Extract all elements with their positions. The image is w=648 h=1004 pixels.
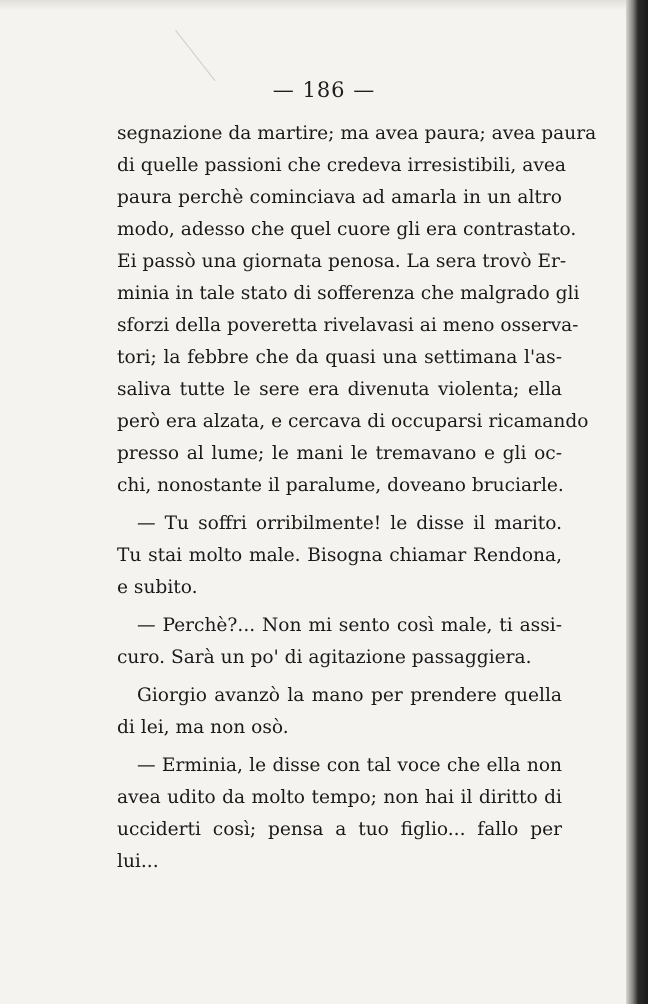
paragraph xyxy=(117,750,562,878)
text-line: minia in tale stato di sofferenza che malgrado gli xyxy=(117,283,580,304)
text-line: — Erminia, le disse con tal voce che ella non xyxy=(137,755,562,776)
text-line: — Tu soffri orribilmente! le disse il marito. xyxy=(137,513,562,534)
text-line: sforzi della poveretta rivelavasi ai meno osserva- xyxy=(117,315,579,336)
text-line: lui... xyxy=(117,851,159,872)
text-line: Ei passò una giornata penosa. La sera trovò Er- xyxy=(117,251,567,272)
text-line: — Perchè?... Non mi sento così male, ti assi- xyxy=(137,615,562,636)
page-top-shadow xyxy=(0,0,626,10)
text-line: Tu stai molto male. Bisogna chiamar Rendona, xyxy=(117,545,562,566)
text-line: avea udito da molto tempo; non hai il diritto di xyxy=(117,787,562,808)
binding-edge-shadow xyxy=(626,0,648,1004)
text-line: di lei, ma non osò. xyxy=(117,717,289,738)
text-line: Giorgio avanzò la mano per prendere quella xyxy=(137,685,562,706)
paragraph xyxy=(117,680,562,744)
text-line: però era alzata, e cercava di occuparsi ricamando xyxy=(117,411,589,432)
paper-crease xyxy=(175,30,215,81)
paragraph xyxy=(117,118,597,502)
text-line: paura perchè cominciava ad amarla in un altro xyxy=(117,187,562,208)
text-line: curo. Sarà un po' di agitazione passaggiera. xyxy=(117,647,532,668)
text-line: chi, nonostante il paralume, doveano bruciarle. xyxy=(117,475,564,496)
text-line: segnazione da martire; ma avea paura; avea paura xyxy=(117,123,597,144)
text-line: presso al lume; le mani le tremavano e gli oc- xyxy=(117,443,562,464)
paragraph xyxy=(117,610,562,674)
text-line: saliva tutte le sere era divenuta violenta; ella xyxy=(117,379,562,400)
paragraph xyxy=(117,508,562,604)
page-number: — 186 — xyxy=(272,78,376,102)
text-line: tori; la febbre che da quasi una settimana l'as- xyxy=(117,347,562,368)
text-line: e subito. xyxy=(117,577,198,598)
text-line: di quelle passioni che credeva irresistibili, avea xyxy=(117,155,566,176)
text-line: modo, adesso che quel cuore gli era contrastato. xyxy=(117,219,577,240)
text-line: ucciderti così; pensa a tuo figlio... fallo per xyxy=(117,819,562,840)
body-text xyxy=(117,118,597,878)
